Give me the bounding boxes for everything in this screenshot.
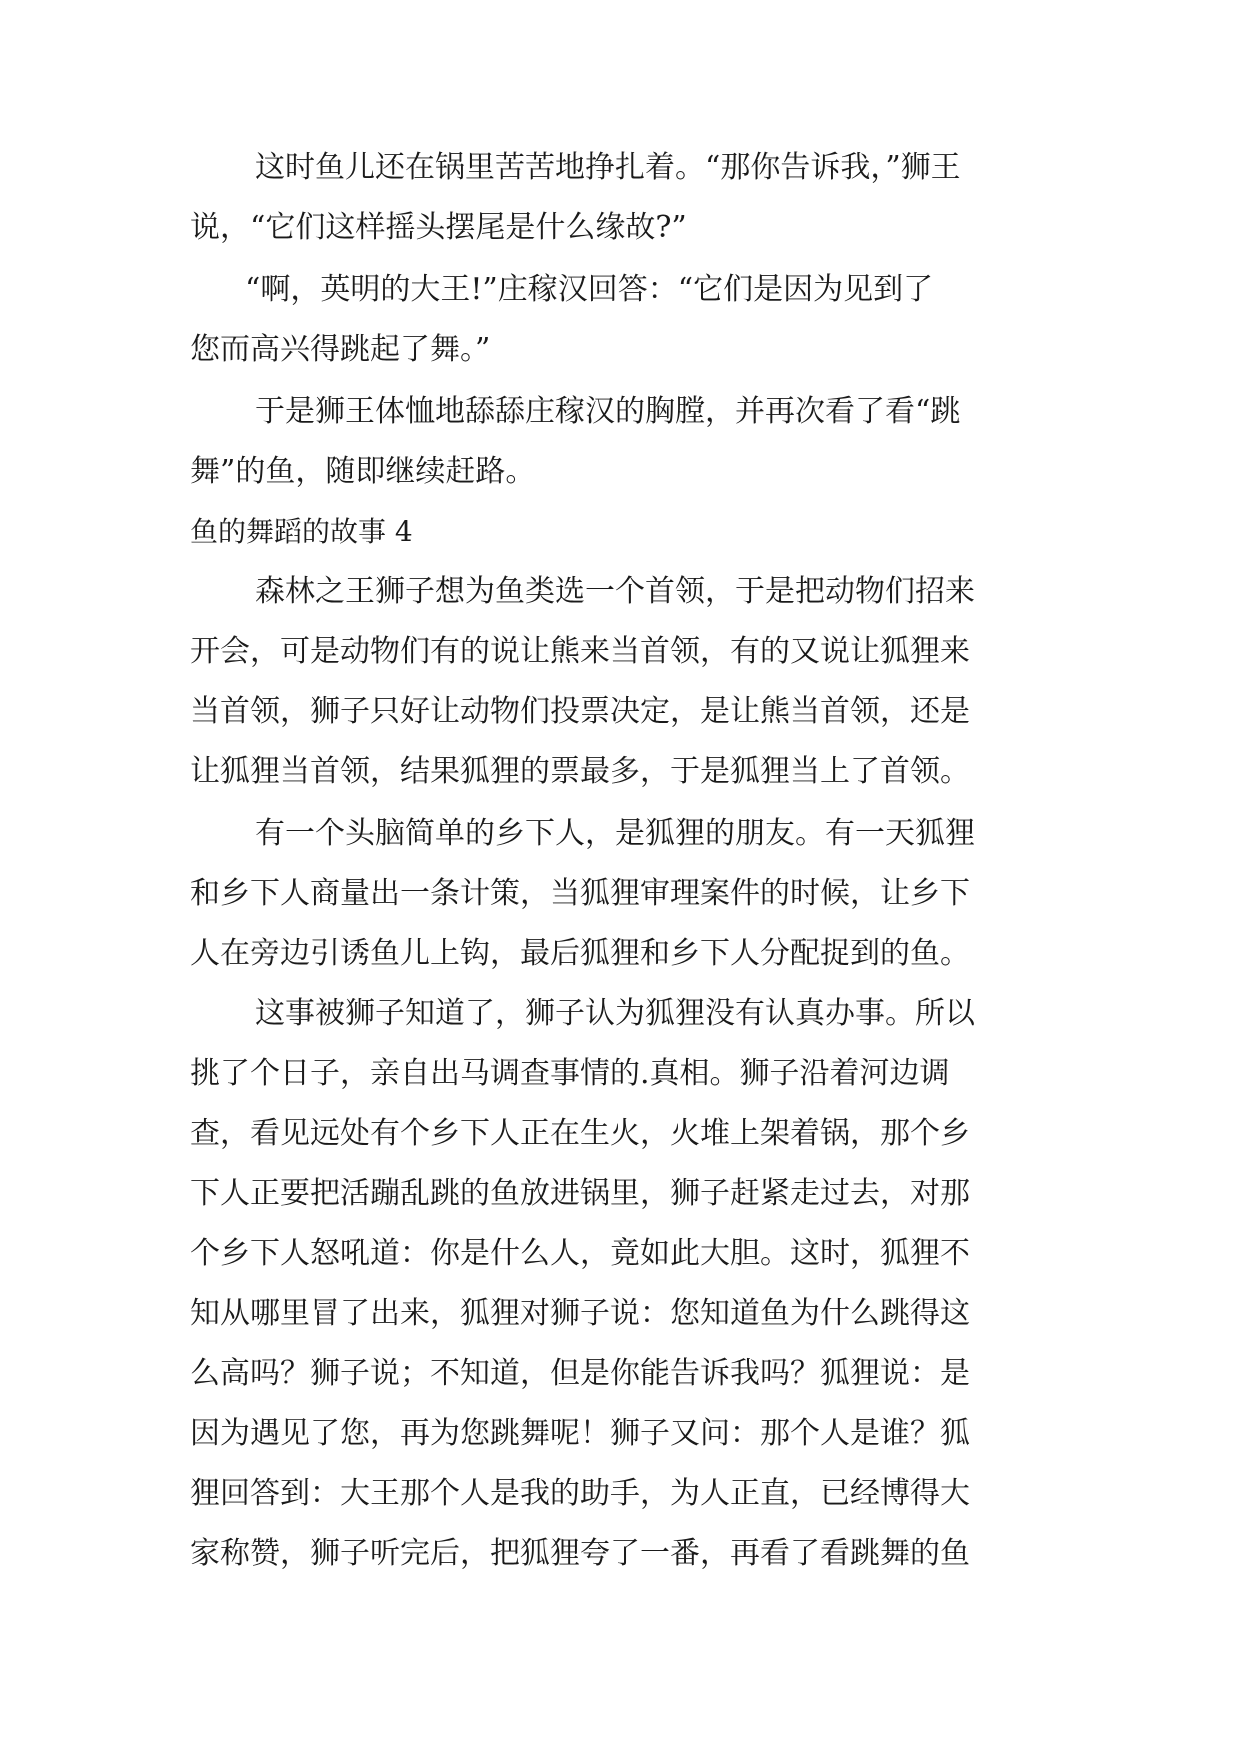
paragraph-line: 森林之王狮子想为鱼类选一个首领，于是把动物们招来 [255, 574, 975, 609]
paragraph-line: 当首领，狮子只好让动物们投票决定，是让熊当首领，还是 [190, 694, 970, 729]
paragraph-line: 这事被狮子知道了，狮子认为狐狸没有认真办事。所以 [255, 996, 975, 1031]
paragraph-line: 个乡下人怒吼道：你是什么人，竟如此大胆。这时，狐狸不 [190, 1236, 970, 1271]
paragraph-line: 这时鱼儿还在锅里苦苦地挣扎着。“那你告诉我，”狮王 [255, 150, 961, 185]
paragraph-line: 和乡下人商量出一条计策，当狐狸审理案件的时候，让乡下 [190, 876, 970, 911]
paragraph-line: 舞”的鱼，随即继续赶路。 [190, 454, 536, 489]
paragraph-line: 让狐狸当首领，结果狐狸的票最多，于是狐狸当上了首领。 [190, 754, 970, 789]
paragraph-line: 知从哪里冒了出来，狐狸对狮子说：您知道鱼为什么跳得这 [190, 1296, 970, 1331]
paragraph-line: 因为遇见了您，再为您跳舞呢！狮子又问：那个人是谁？狐 [190, 1416, 970, 1451]
paragraph-line: 下人正要把活蹦乱跳的鱼放进锅里，狮子赶紧走过去，对那 [190, 1176, 970, 1211]
paragraph-line: 于是狮王体恤地舔舔庄稼汉的胸膛，并再次看了看“跳 [255, 394, 961, 429]
section-title: 鱼的舞蹈的故事 4 [190, 515, 413, 548]
paragraph-line: 说，“它们这样摇头摆尾是什么缘故?” [190, 210, 687, 245]
paragraph-line: “啊，英明的大王!”庄稼汉回答：“它们是因为见到了 [245, 272, 934, 307]
paragraph-line: 有一个头脑简单的乡下人，是狐狸的朋友。有一天狐狸 [255, 816, 975, 851]
paragraph-line: 人在旁边引诱鱼儿上钩，最后狐狸和乡下人分配捉到的鱼。 [190, 936, 970, 971]
paragraph-line: 开会，可是动物们有的说让熊来当首领，有的又说让狐狸来 [190, 634, 970, 669]
paragraph-line: 挑了个日子，亲自出马调查事情的.真相。狮子沿着河边调 [190, 1056, 950, 1091]
paragraph-line: 么高吗？狮子说；不知道，但是你能告诉我吗？狐狸说：是 [190, 1356, 970, 1391]
paragraph-line: 您而高兴得跳起了舞。” [190, 332, 491, 367]
paragraph-line: 狸回答到：大王那个人是我的助手，为人正直，已经博得大 [190, 1476, 970, 1511]
paragraph-line: 查，看见远处有个乡下人正在生火，火堆上架着锅，那个乡 [190, 1116, 970, 1151]
paragraph-line: 家称赞，狮子听完后，把狐狸夸了一番，再看了看跳舞的鱼 [190, 1536, 970, 1571]
